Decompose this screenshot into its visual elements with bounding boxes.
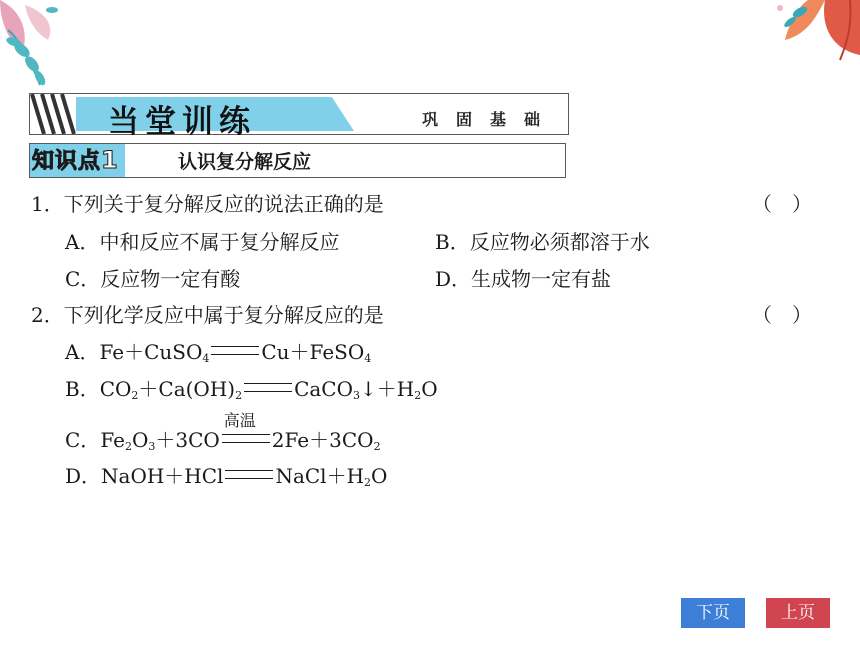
next-page-button[interactable]: 下页 bbox=[681, 598, 745, 628]
q2-option-d: D．NaOH＋HCl $NaCl+H_2O$ bbox=[65, 464, 388, 489]
question-2-stem: 2．下列化学反应中属于复分解反应的是 bbox=[31, 303, 384, 327]
q2-option-a: A．Fe＋CuSO$_4$ Cu＋FeSO$_4$ bbox=[65, 340, 372, 365]
question-1-stem: 1．下列关于复分解反应的说法正确的是 bbox=[31, 192, 384, 216]
q2-option-c: C．$Fe_2O_3+3CO$ 高温 $2Fe+3CO_2$ bbox=[65, 424, 381, 453]
knowledge-point-tag: 知识点1 bbox=[30, 144, 125, 177]
previous-page-button[interactable]: 上页 bbox=[766, 598, 830, 628]
equation-sign bbox=[244, 383, 292, 392]
equation-sign bbox=[211, 346, 259, 355]
reaction-condition: 高温 bbox=[223, 411, 256, 430]
section-title: 当堂训练 bbox=[108, 104, 256, 140]
q1-option-a: A．中和反应不属于复分解反应 bbox=[65, 230, 340, 254]
knowledge-point-label: 认识复分解反应 bbox=[178, 151, 312, 173]
q1-option-b: B．反应物必须都溶于水 bbox=[435, 230, 650, 254]
knowledge-point-number: 1 bbox=[101, 146, 119, 174]
knowledge-point-header bbox=[29, 143, 566, 178]
section-banner bbox=[29, 93, 569, 140]
q2-option-b: B．$CO_2+Ca(OH)_2$ $CaCO_3↓+H_2O$ bbox=[65, 377, 438, 402]
equation-sign bbox=[225, 470, 273, 479]
section-subtitle: 巩固基础 bbox=[421, 110, 558, 129]
answer-paren-2: （ ） bbox=[752, 303, 812, 327]
answer-paren-1: （ ） bbox=[752, 192, 812, 216]
equation-sign-high-temp bbox=[222, 411, 270, 443]
q1-option-c: C．反应物一定有酸 bbox=[65, 267, 241, 291]
q1-option-d: D．生成物一定有盐 bbox=[435, 267, 612, 291]
floral-decoration-left-icon bbox=[0, 0, 110, 95]
floral-decoration-right-icon bbox=[730, 0, 860, 70]
